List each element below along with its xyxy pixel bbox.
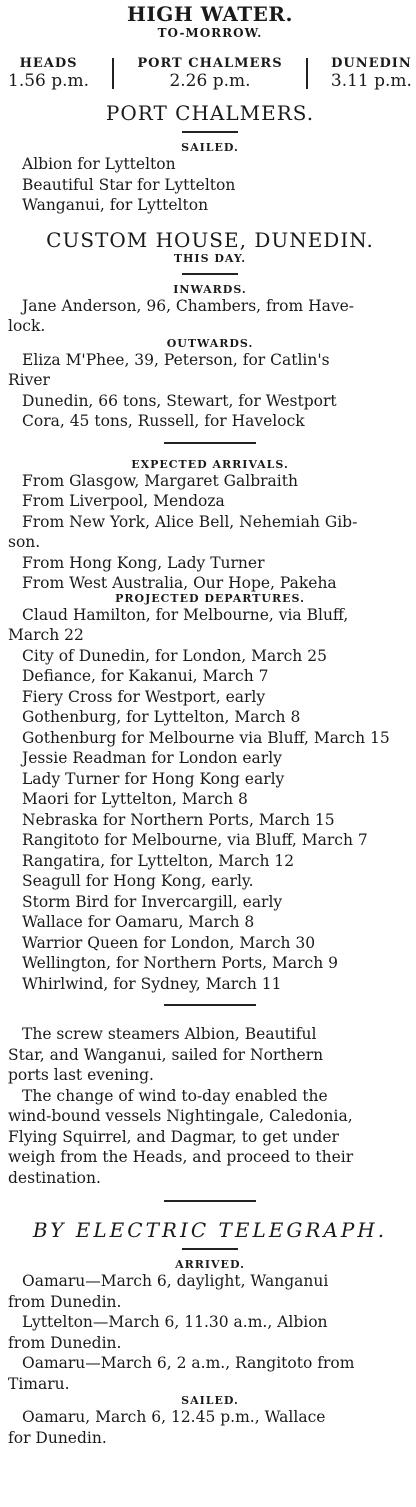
divider (164, 1200, 256, 1202)
sailed-item: Wanganui, for Lyttelton (22, 196, 209, 214)
news-line: weigh from the Heads, and proceed to their (8, 1148, 354, 1166)
projected-item: Whirlwind, for Sydney, March 11 (22, 974, 282, 993)
news-line: destination. (8, 1168, 101, 1187)
tide-port-time: 2.26 p.m. (169, 71, 251, 91)
tide-dunedin (331, 56, 412, 91)
projected-item: Lady Turner for Hong Kong early (22, 769, 285, 788)
custom-house-title: CUSTOM HOUSE, DUNEDIN. (46, 227, 374, 252)
telegraph-sailed-line: for Dunedin. (8, 1428, 107, 1447)
outwards-entry-cont: River (8, 371, 50, 389)
tide-heads-label: HEADS (19, 56, 78, 71)
custom-house-subtitle: THIS DAY. (173, 251, 247, 265)
projected-item: Claud Hamilton, for Melbourne, via Bluff, (22, 605, 349, 624)
tide-port (137, 56, 282, 91)
tide-port-label: PORT CHALMERS (137, 56, 283, 71)
news-line: The screw steamers Albion, Beautiful (22, 1025, 317, 1043)
divider (164, 1004, 256, 1006)
telegraph-sailed-line: Oamaru, March 6, 12.45 p.m., Wallace (22, 1408, 326, 1426)
arrived-line: Oamaru—March 6, 2 a.m., Rangitoto from (22, 1354, 355, 1372)
expected-item: From Hong Kong, Lady Turner (22, 553, 265, 572)
arrived-line: Lyttelton—March 6, 11.30 a.m., Albion (22, 1313, 328, 1331)
telegraph-sailed-label: SAILED. (181, 1394, 239, 1407)
tide-divider (112, 58, 114, 89)
divider (182, 273, 238, 275)
projected-item-cont: March 22 (8, 626, 84, 644)
sailed-item: Beautiful Star for Lyttelton (22, 175, 236, 194)
tide-heads (8, 56, 89, 91)
sailed-label: SAILED. (181, 141, 239, 154)
expected-item: From New York, Alice Bell, Nehemiah Gib- (22, 512, 358, 531)
projected-item: Fiery Cross for Westport, early (22, 687, 266, 706)
expected-item-cont: son. (8, 533, 41, 551)
projected-item: Nebraska for Northern Ports, March 15 (22, 810, 335, 829)
projected-item: Storm Bird for Invercargill, early (22, 892, 283, 911)
expected-item: From Liverpool, Mendoza (22, 492, 225, 510)
sailed-item: Albion for Lyttelton (22, 155, 176, 173)
news-paragraph (8, 1086, 412, 1189)
port-chalmers-title: PORT CHALMERS. (105, 101, 315, 125)
divider (182, 131, 238, 133)
projected-item: Jessie Readman for London early (22, 749, 282, 767)
projected-label: PROJECTED DEPARTURES. (115, 591, 305, 605)
projected-item: Wellington, for Northern Ports, March 9 (22, 954, 338, 972)
arrived-line: from Dunedin. (8, 1292, 122, 1311)
arrived-line: from Dunedin. (8, 1333, 122, 1352)
projected-item: Rangitoto for Melbourne, via Bluff, March 7 (22, 831, 368, 849)
news-line: The change of wind to-day enabled the (22, 1086, 328, 1105)
high-water-subtitle: TO-MORROW. (157, 26, 263, 40)
inwards-entry: Jane Anderson, 96, Chambers, from Have- (22, 296, 355, 315)
projected-item: City of Dunedin, for London, March 25 (22, 646, 327, 665)
news-line: Star, and Wanganui, sailed for Northern (8, 1045, 324, 1064)
inwards-label: INWARDS. (173, 282, 247, 296)
projected-item: Wallace for Oamaru, March 8 (22, 913, 255, 931)
expected-item: From Glasgow, Margaret Galbraith (22, 471, 298, 490)
arrived-line: Timaru. (8, 1374, 70, 1393)
outwards-entry: Dunedin, 66 tons, Stewart, for Westport (22, 391, 337, 410)
outwards-entry: Eliza M'Phee, 39, Peterson, for Catlin's (22, 350, 330, 369)
outwards-entry: Cora, 45 tons, Russell, for Havelock (22, 412, 305, 430)
arrived-label: ARRIVED. (175, 1258, 245, 1271)
projected-item: Gothenburg for Melbourne via Bluff, March 15 (22, 728, 390, 747)
projected-list (8, 646, 412, 995)
news-line: Flying Squirrel, and Dagmar, to get under (8, 1127, 339, 1146)
tide-heads-time: 1.56 p.m. (8, 71, 90, 91)
expected-label: EXPECTED ARRIVALS. (131, 457, 289, 471)
expected-item: From West Australia, Our Hope, Pakeha (22, 574, 337, 592)
outwards-label: OUTWARDS. (166, 336, 254, 350)
tide-dunedin-time: 3.11 p.m. (330, 71, 412, 91)
projected-item: Warrior Queen for London, March 30 (22, 933, 316, 952)
projected-item: Seagull for Hong Kong, early. (22, 872, 254, 890)
divider (164, 442, 256, 444)
arrived-line: Oamaru—March 6, daylight, Wanganui (22, 1272, 329, 1290)
news-paragraph (8, 1024, 412, 1086)
projected-item: Gothenburg, for Lyttelton, March 8 (22, 708, 301, 726)
inwards-entry-cont: lock. (8, 317, 46, 335)
projected-item: Maori for Lyttelton, March 8 (22, 790, 248, 808)
high-water-title: HIGH WATER. (126, 2, 293, 26)
tide-divider (306, 58, 308, 89)
tide-table (8, 56, 412, 91)
news-line: ports last evening. (8, 1066, 154, 1084)
projected-item: Rangatira, for Lyttelton, March 12 (22, 851, 295, 870)
projected-item: Defiance, for Kakanui, March 7 (22, 667, 269, 685)
tide-dunedin-label: DUNEDIN (331, 56, 412, 71)
telegraph-title: BY ELECTRIC TELEGRAPH. (32, 1218, 388, 1242)
news-line: wind-bound vessels Nightingale, Caledonia, (8, 1107, 353, 1125)
divider (182, 1248, 238, 1250)
